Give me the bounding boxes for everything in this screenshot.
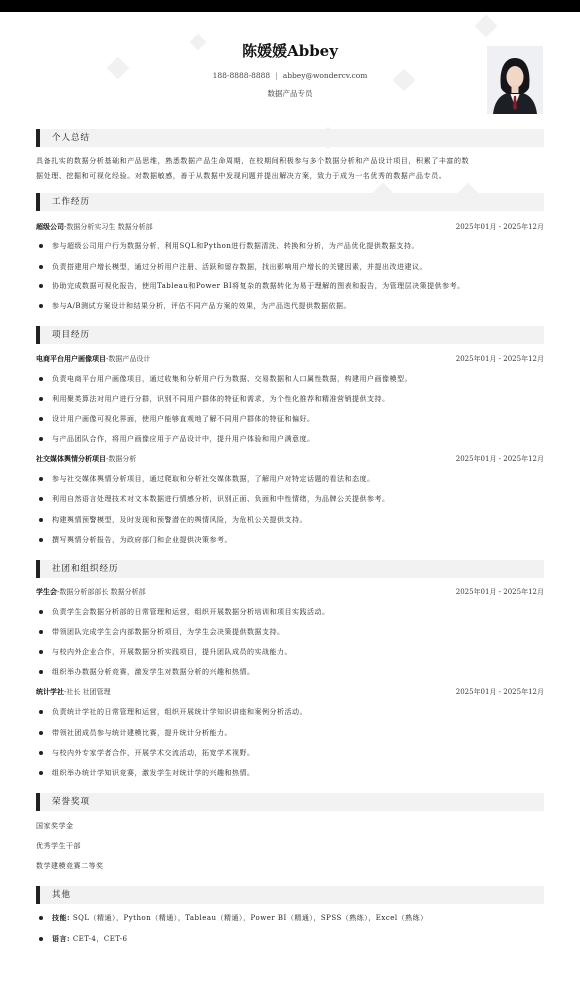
- list-item: 参与社交媒体舆情分析项目，通过爬取和分析社交媒体数据，了解用户对特定话题的看法和态度。: [52, 473, 542, 485]
- section-title-summary: 个人总结: [36, 129, 544, 147]
- entry-role: -数据分析部部长 数据分析部: [57, 588, 146, 596]
- entry-organization: 统计学社: [36, 687, 64, 696]
- section-title-awards: 荣誉奖项: [36, 793, 544, 811]
- section-title-projects: 项目经历: [36, 326, 544, 344]
- list-item: 参与A/B测试方案设计和结果分析，评估不同产品方案的效果，为产品迭代提供数据依据。: [52, 300, 542, 312]
- list-item: 与校内外专家学者合作，开展学术交流活动，拓宽学术视野。: [52, 747, 542, 759]
- award-item: 优秀学生干部: [36, 842, 81, 850]
- entry-role: -数据分析实习生 数据分析部: [64, 223, 153, 231]
- email-address: abbey@wondercv.com: [282, 71, 368, 80]
- target-role: 数据产品专员: [267, 89, 313, 98]
- entry-organization: 超级公司: [36, 222, 64, 231]
- summary-line: 据处理、挖掘和可视化经验。对数据敏感，善于从数据中发现问题并提出解决方案，致力于成为一名优秀的数据产品专员。: [36, 172, 447, 180]
- list-item: 负责电商平台用户画像项目，通过收集和分析用户行为数据、交易数据和人口属性数据，构建用户画像模型。: [52, 373, 542, 385]
- phone-number: 188-8888-8888: [212, 71, 271, 80]
- list-item: 与产品团队合作，将用户画像应用于产品设计中，提升用户体验和用户满意度。: [52, 433, 542, 445]
- list-item: 带领社团成员参与统计建模比赛，提升统计分析能力。: [52, 727, 542, 739]
- language-value: CET-4，CET-6: [72, 935, 128, 943]
- language-item: [52, 933, 542, 945]
- club-entry-header: [36, 686, 544, 698]
- list-item: 协助完成数据可视化报告，使用Tableau和Power BI将复杂的数据转化为易于理解的图表和报告，为管理层决策提供参考。: [52, 280, 542, 292]
- profile-photo: [487, 46, 543, 114]
- project-entry-header: [36, 453, 544, 465]
- contact-separator: |: [275, 71, 278, 80]
- entry-date: 2025年01月 - 2025年12月: [455, 455, 544, 463]
- list-item: 组织举办数据分析竞赛，激发学生对数据分析的兴趣和热情。: [52, 666, 542, 678]
- list-item: 撰写舆情分析报告，为政府部门和企业提供决策参考。: [52, 534, 542, 546]
- list-item: 与校内外企业合作，开展数据分析实践项目，提升团队成员的实战能力。: [52, 646, 542, 658]
- candidate-name: 陈媛媛Abbey: [242, 42, 338, 60]
- entry-organization: 学生会: [36, 587, 57, 596]
- entry-role: -数据产品设计: [106, 355, 151, 363]
- club-entry-header: [36, 586, 544, 598]
- entry-role: -数据分析: [106, 455, 137, 463]
- list-item: 构建舆情预警模型，及时发现和预警潜在的舆情风险，为危机公关提供支持。: [52, 514, 542, 526]
- award-item: 数学建模竞赛二等奖: [36, 862, 104, 870]
- language-label: 语言:: [52, 934, 71, 943]
- entry-organization: 社交媒体舆情分析项目: [36, 454, 106, 463]
- list-item: 带领团队完成学生会内部数据分析项目，为学生会决策提供数据支持。: [52, 626, 542, 638]
- entry-organization: 电商平台用户画像项目: [36, 354, 106, 363]
- section-title-clubs: 社团和组织经历: [36, 560, 544, 578]
- list-item: 负责统计学社的日常管理和运营，组织开展统计学知识讲座和案例分析活动。: [52, 706, 542, 718]
- entry-date: 2025年01月 - 2025年12月: [455, 588, 544, 596]
- list-item: 组织举办统计学知识竞赛，激发学生对统计学的兴趣和热情。: [52, 767, 542, 779]
- list-item: 利用自然语言处理技术对文本数据进行情感分析，识别正面、负面和中性情绪，为品牌公关提供参考。: [52, 493, 542, 505]
- list-item: 负责搭建用户增长模型，通过分析用户注册、活跃和留存数据，找出影响用户增长的关键因素，并提出改进建议。: [52, 261, 542, 273]
- list-item: 利用聚类算法对用户进行分群，识别不同用户群体的特征和需求，为个性化推荐和精准营销提供支持。: [52, 393, 542, 405]
- list-item: 负责学生会数据分析部的日常管理和运营，组织开展数据分析培训和项目实践活动。: [52, 606, 542, 618]
- project-entry-header: [36, 353, 544, 365]
- work-entry-header: [36, 221, 544, 233]
- section-title-other: 其他: [36, 886, 544, 904]
- entry-date: 2025年01月 - 2025年12月: [455, 355, 544, 363]
- skills-value: SQL（精通），Python（精通），Tableau（精通），Power BI（精通），SPSS（熟练），Excel（熟练）: [72, 914, 428, 922]
- entry-date: 2025年01月 - 2025年12月: [455, 688, 544, 696]
- section-title-work: 工作经历: [36, 193, 544, 211]
- entry-date: 2025年01月 - 2025年12月: [455, 223, 544, 231]
- skills-item: [52, 912, 542, 924]
- list-item: 设计用户画像可视化界面，使用户能够直观地了解不同用户群体的特征和偏好。: [52, 413, 542, 425]
- top-bar: [0, 0, 580, 12]
- decor-diamond: [475, 15, 498, 38]
- entry-role: -社长 社团管理: [64, 688, 111, 696]
- skills-label: 技能:: [52, 913, 71, 922]
- award-item: 国家奖学金: [36, 822, 74, 830]
- summary-line: 具备扎实的数据分析基础和产品思维，熟悉数据产品生命周期，在校期间积极参与多个数据分析和产品设计项目，积累了丰富的数: [36, 157, 470, 165]
- list-item: 参与超级公司用户行为数据分析，利用SQL和Python进行数据清洗、转换和分析，为产品优化提供数据支持。: [52, 240, 542, 252]
- summary-text: [36, 154, 544, 184]
